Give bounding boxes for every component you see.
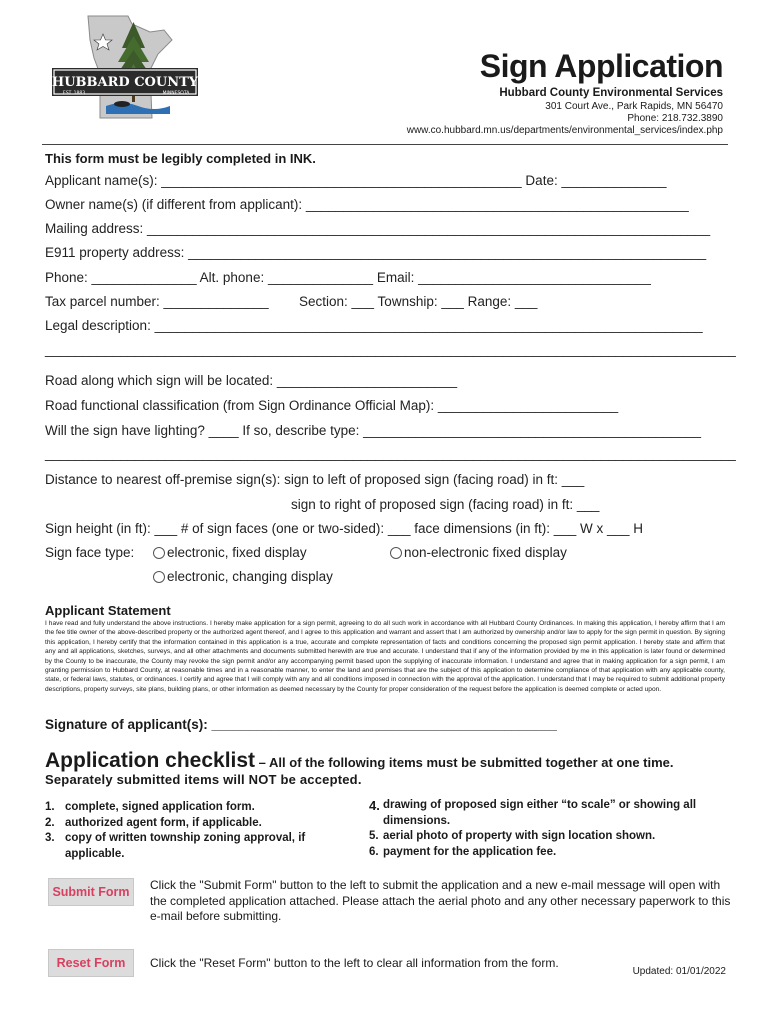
checklist-heading: Application checklist bbox=[45, 749, 256, 772]
radio-non-electronic[interactable] bbox=[390, 545, 567, 560]
mailing-address-field[interactable]: Mailing address: ___________________________________________________________________________ bbox=[45, 221, 711, 236]
checklist-subheading: – All of the following items must be submitted together at one time. bbox=[255, 755, 674, 770]
distance-left-field[interactable]: Distance to nearest off-premise sign(s): sign to left of proposed sign (facing road) in ft: ___ bbox=[45, 472, 585, 487]
list-item bbox=[45, 831, 345, 862]
item-number: 2. bbox=[45, 816, 55, 829]
header-divider bbox=[42, 144, 728, 145]
distance-right-field[interactable]: sign to right of proposed sign (facing road) in ft: ___ bbox=[291, 497, 600, 512]
hubbard-county-logo bbox=[50, 14, 200, 124]
applicant-statement-title: Applicant Statement bbox=[45, 603, 171, 618]
loon-icon bbox=[114, 101, 130, 107]
list-item bbox=[369, 829, 734, 845]
list-item bbox=[45, 800, 345, 816]
submit-instructions: Click the "Submit Form" button to the left to submit the application and a new e-mail message will open with the completed application attached. Please attach the aerial photo and any other necessary paperwork to this e-mail before submitting. bbox=[150, 878, 731, 923]
checklist-left bbox=[45, 800, 345, 862]
radio-electronic-fixed[interactable] bbox=[153, 545, 307, 560]
ink-notice: This form must be legibly completed in INK. bbox=[45, 151, 316, 166]
logo-state: MINNESOTA bbox=[162, 91, 190, 96]
legal-description-field[interactable]: Legal description: _________________________________________________________________________ bbox=[45, 318, 703, 333]
radio-circle-icon[interactable] bbox=[153, 547, 165, 559]
updated-date: Updated: 01/01/2022 bbox=[632, 966, 726, 977]
reset-form-button[interactable]: Reset Form bbox=[48, 949, 134, 977]
list-item bbox=[369, 845, 734, 861]
radio-circle-icon[interactable] bbox=[390, 547, 402, 559]
org-address: 301 Court Ave., Park Rapids, MN 56470 bbox=[545, 101, 723, 112]
item-number: 3. bbox=[45, 832, 55, 844]
lighting-continued[interactable]: ____________________________________________________________________________________________ bbox=[45, 446, 736, 461]
radio-label: electronic, changing display bbox=[167, 569, 333, 584]
item-text: payment for the application fee. bbox=[383, 845, 557, 858]
applicant-name-field[interactable]: Applicant name(s): ________________________________________________ Date: ______________ bbox=[45, 173, 667, 188]
applicant-statement-body: I have read and fully understand the above instructions. I hereby make application for a sign permit, agreeing to do all such work in accordance with all Hubbard County Ordinances. In making this application, I hereby affirm that I am the fee title owner of the above-described property or the authorized agent thereof, and I agree to this application and warrant and assert that I am authorized by ownership and/or law to apply for the sign permit in question. By signing this application, I hereby certify that the information contained in this application is a true, accurate and complete representation of facts and conditions concerning the proposed sign permit application. I hereby state and affirm that any and all applications, sketches, surveys, and all other attachments and documents submitted herewith are true and accurate. I understand that if any of the information provided by me in this application is later found or determined by the County to be inaccurate, the County may revoke the sign permit and/or any accompanying permit based upon the supplying of inaccurate information. I understand and agree that in making application for a sign permit, I am granting permission to Hubbard County, at reasonable times and in a reasonable manner, to enter the land and premises that are the subject of this application to determine compliance of that application with any applicable county, state, or federal laws, statutes, or ordinances. I certify and agree that I will comply with any and all conditions imposed in connection with the approval of the application. I understand that I may be required to submit additional property descriptions, property surveys, site plans, building plans, or other information as deemed necessary by the County for proper consideration of the request before the application is deemed complete or acted upon. bbox=[45, 620, 725, 693]
phone-email-field[interactable]: Phone: ______________ Alt. phone: ______________ Email: _______________________________ bbox=[45, 270, 651, 285]
item-number: 5. bbox=[369, 830, 379, 842]
radio-label: electronic, fixed display bbox=[167, 545, 307, 560]
org-phone: Phone: 218.732.3890 bbox=[627, 113, 723, 124]
logo-text: HUBBARD COUNTY bbox=[51, 75, 199, 90]
radio-circle-icon[interactable] bbox=[153, 571, 165, 583]
list-item bbox=[369, 798, 734, 829]
item-number: 1. bbox=[45, 801, 55, 813]
lighting-field[interactable]: Will the sign have lighting? ____ If so, describe type: _____________________________________________ bbox=[45, 423, 702, 438]
checklist-right bbox=[369, 798, 734, 860]
item-text: copy of written township zoning approval, if applicable. bbox=[65, 832, 306, 860]
item-text: aerial photo of property with sign location shown. bbox=[383, 830, 656, 842]
item-number: 6. bbox=[369, 845, 379, 858]
tax-parcel-field[interactable]: Tax parcel number: ______________ bbox=[45, 294, 269, 309]
org-website: www.co.hubbard.mn.us/departments/environmental_services/index.php bbox=[406, 125, 723, 136]
e911-address-field[interactable]: E911 property address: _____________________________________________________________________ bbox=[45, 245, 707, 260]
road-location-field[interactable]: Road along which sign will be located: ________________________ bbox=[45, 373, 458, 388]
item-text: drawing of proposed sign either “to scale” or showing all dimensions. bbox=[383, 799, 697, 827]
logo-est: EST. 1883 bbox=[62, 91, 86, 96]
section-township-range-field[interactable]: Section: ___ Township: ___ Range: ___ bbox=[299, 294, 538, 309]
radio-label: non-electronic fixed display bbox=[404, 545, 567, 560]
checklist-title bbox=[45, 749, 674, 773]
owner-name-field[interactable]: Owner name(s) (if different from applicant): ___________________________________________________ bbox=[45, 197, 689, 212]
road-classification-field[interactable]: Road functional classification (from Sign Ordinance Official Map): ________________________ bbox=[45, 398, 619, 413]
item-number: 4. bbox=[369, 798, 380, 813]
separately-submitted-notice: Separately submitted items will NOT be accepted. bbox=[45, 772, 362, 787]
org-name: Hubbard County Environmental Services bbox=[499, 87, 723, 99]
page-title: Sign Application bbox=[479, 48, 723, 84]
signature-field[interactable]: Signature of applicant(s): ______________________________________________ bbox=[45, 717, 557, 732]
sign-dimensions-field[interactable]: Sign height (in ft): ___ # of sign faces (one or two-sided): ___ face dimensions (in ft): ___ W x ___ H bbox=[45, 521, 644, 536]
list-item bbox=[45, 816, 345, 832]
sign-face-type-label: Sign face type: bbox=[45, 545, 135, 560]
item-text: complete, signed application form. bbox=[65, 801, 255, 813]
item-text: authorized agent form, if applicable. bbox=[65, 816, 262, 829]
radio-electronic-changing[interactable] bbox=[153, 569, 333, 584]
legal-description-continued[interactable]: ____________________________________________________________________________________________ bbox=[45, 342, 736, 357]
submit-form-button[interactable]: Submit Form bbox=[48, 878, 134, 906]
reset-instructions: Click the "Reset Form" button to the left to clear all information from the form. bbox=[150, 956, 559, 970]
